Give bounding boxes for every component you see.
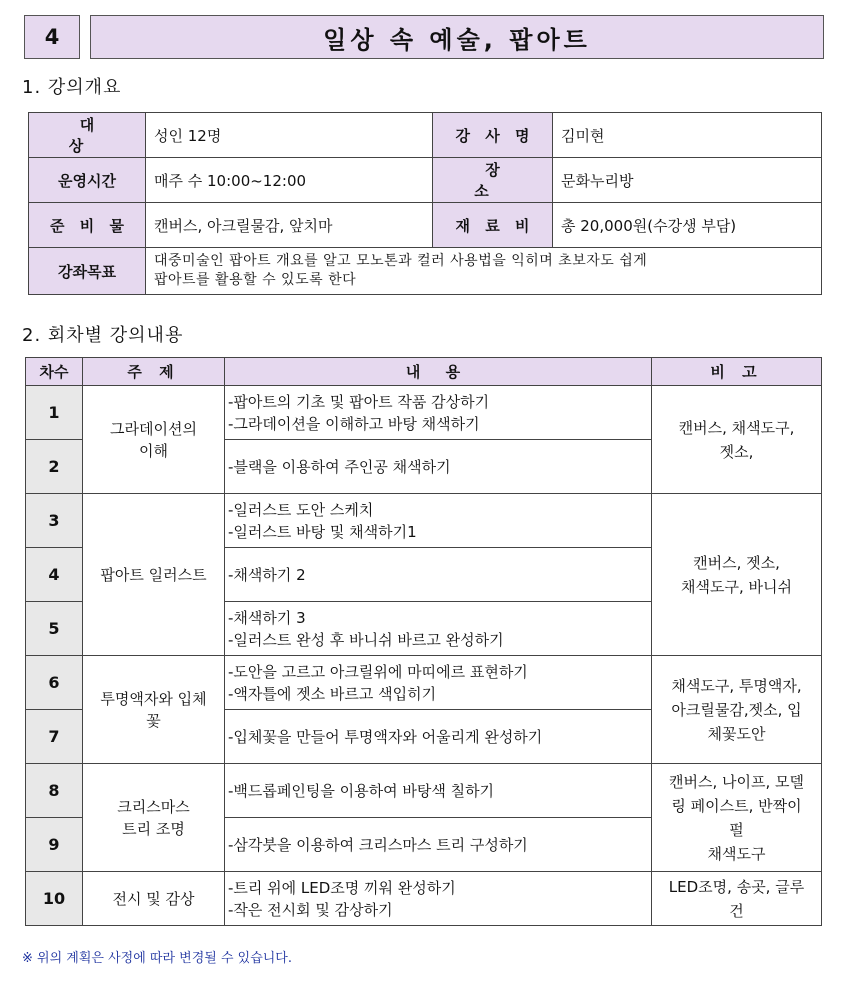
session-number: 7 [26,710,83,764]
content-line: -백드롭페인팅을 이용하여 바탕색 칠하기 [228,781,495,800]
session-content [225,494,652,548]
session-row [26,764,822,818]
instructor-label: 강 사 명 [433,113,553,158]
note-line: 건 [729,901,744,920]
footnote: ※ 위의 계획은 사정에 따라 변경될 수 있습니다. [22,951,292,966]
goal-line-2: 팝아트를 활용할 수 있도록 한다 [154,272,357,288]
content-line: -트리 위에 LED조명 끼워 완성하기 [228,878,456,897]
instructor-value: 김미현 [553,113,822,158]
note-line: 펄 [729,820,744,839]
overview-table [28,112,822,295]
session-note [652,656,822,764]
content-line: -일러스트 바탕 및 채색하기1 [228,522,417,541]
session-number: 6 [26,656,83,710]
target-label: 대 상 [29,113,146,158]
content-line: -블랙을 이용하여 주인공 채색하기 [228,457,451,476]
session-number: 2 [26,440,83,494]
content-line: -액자틀에 젯소 바르고 색입히기 [228,684,437,703]
note-line: 채색도구 [707,844,766,863]
topic-line: 트리 조명 [122,819,185,838]
content-line: -채색하기 3 [228,608,306,627]
note-line: 캔버스, 나이프, 모델 [669,772,804,791]
session-content [225,764,652,818]
lecture-title: 일상 속 예술, 팝아트 [90,15,824,59]
session-number: 3 [26,494,83,548]
note-line: LED조명, 송곳, 글루 [668,877,805,896]
note-line: 젯소, [719,442,754,461]
content-line: -일러스트 도안 스케치 [228,500,374,519]
topic-line: 그라데이션의 [110,419,197,438]
session-number: 4 [26,548,83,602]
time-label: 운영시간 [29,158,146,203]
prep-value: 캔버스, 아크릴물감, 앞치마 [146,203,433,248]
content-line: -입체꽃을 만들어 투명액자와 어울리게 완성하기 [228,727,543,746]
session-row [26,494,822,548]
session-row [26,656,822,710]
session-row [26,872,822,926]
session-content [225,386,652,440]
session-number: 9 [26,818,83,872]
session-number: 8 [26,764,83,818]
session-note [652,872,822,926]
session-content [225,872,652,926]
topic-line: 꽃 [146,711,161,730]
session-content [225,548,652,602]
session-topic [83,494,225,656]
sessions-table [25,357,822,926]
content-line: -그라데이션을 이해하고 바탕 채색하기 [228,414,480,433]
fee-value: 총 20,000원(수강생 부담) [553,203,822,248]
session-content [225,818,652,872]
goal-line-1: 대중미술인 팝아트 개요를 알고 모노톤과 컬러 사용법을 익히며 초보자도 쉽게 [154,253,648,269]
note-line: 아크릴물감,젯소, 입 [671,700,802,719]
session-number: 10 [26,872,83,926]
content-line: -일러스트 완성 후 바니쉬 바르고 완성하기 [228,630,504,649]
place-label: 장 소 [433,158,553,203]
session-content [225,656,652,710]
session-content [225,602,652,656]
lecture-number-badge: 4 [24,15,80,59]
topic-line: 이해 [139,441,168,460]
header-topic: 주 제 [83,358,225,386]
target-value: 성인 12명 [146,113,433,158]
session-topic [83,386,225,494]
note-line: 캔버스, 젯소, [693,553,780,572]
note-line: 채색도구, 투명액자, [671,676,802,695]
note-line: 체꽃도안 [707,724,766,743]
note-line: 캔버스, 채색도구, [678,418,795,437]
prep-label: 준 비 물 [29,203,146,248]
session-row [26,386,822,440]
topic-line: 크리스마스 [117,797,190,816]
session-number: 1 [26,386,83,440]
content-line: -도안을 고르고 아크릴위에 마띠에르 표현하기 [228,662,528,681]
time-value: 매주 수 10:00~12:00 [146,158,433,203]
content-line: -작은 전시회 및 감상하기 [228,900,393,919]
note-line: 채색도구, 바니쉬 [681,577,792,596]
fee-label: 재 료 비 [433,203,553,248]
topic-line: 팝아트 일러스트 [100,565,207,584]
note-line: 링 페이스트, 반짝이 [671,796,802,815]
goal-value [146,248,822,295]
session-note [652,494,822,656]
session-topic [83,764,225,872]
header-content: 내 용 [225,358,652,386]
header-no: 차수 [26,358,83,386]
session-content [225,710,652,764]
place-value: 문화누리방 [553,158,822,203]
topic-line: 투명액자와 입체 [100,689,207,708]
content-line: -삼각붓을 이용하여 크리스마스 트리 구성하기 [228,835,528,854]
session-note [652,386,822,494]
session-number: 5 [26,602,83,656]
topic-line: 전시 및 감상 [112,889,195,908]
content-line: -채색하기 2 [228,565,306,584]
session-topic [83,656,225,764]
section-sessions-heading: 2. 회차별 강의내용 [22,325,184,346]
session-topic [83,872,225,926]
session-note [652,764,822,872]
session-content [225,440,652,494]
section-overview-heading: 1. 강의개요 [22,77,122,98]
header-note: 비 고 [652,358,822,386]
goal-label: 강좌목표 [29,248,146,295]
content-line: -팝아트의 기초 및 팝아트 작품 감상하기 [228,392,490,411]
